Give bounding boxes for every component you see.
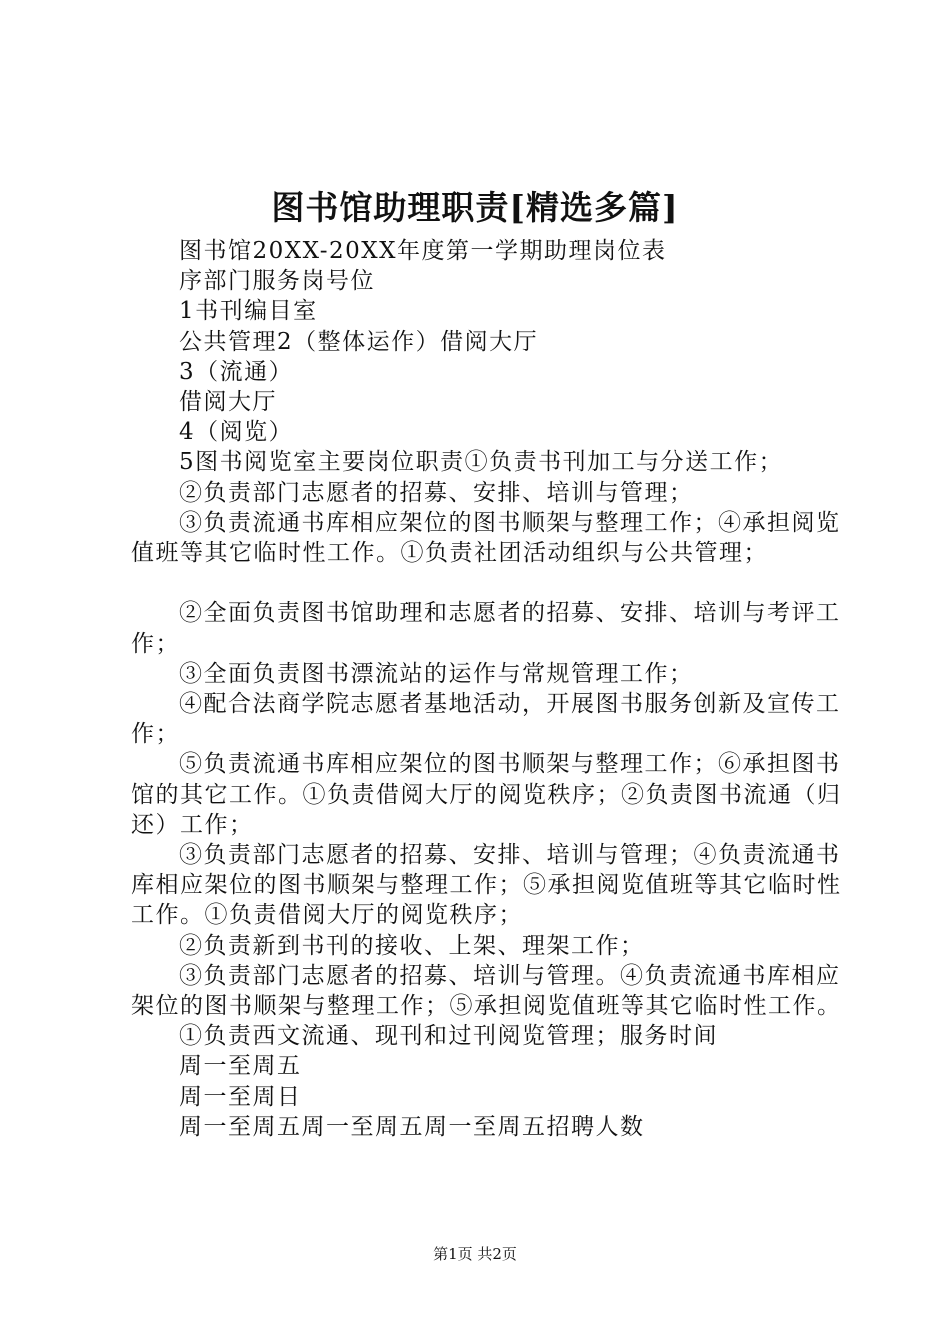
paragraph: ④配合法商学院志愿者基地活动，开展图书服务创新及宣传工作；: [131, 691, 841, 748]
paragraph: ⑤负责流通书库相应架位的图书顺架与整理工作；⑥承担图书馆的其它工作。①负责借阅大厅的阅览秩序；②负责图书流通（归还）工作；: [131, 751, 842, 838]
paragraph: ②负责新到书刊的接收、上架、理架工作；: [179, 932, 645, 959]
paragraph: 周一至周日: [179, 1083, 302, 1110]
paragraph: ③负责部门志愿者的招募、培训与管理。④负责流通书库相应架位的图书顺架与整理工作；⑤承担阅览值班等其它临时性工作。: [131, 962, 842, 1020]
paragraph: 序部门服务岗号位: [179, 268, 375, 295]
paragraph: 3（流通）: [179, 358, 294, 385]
paragraph: 图书馆20XX-20XX年度第一学期助理岗位表: [179, 238, 667, 264]
paragraph: ③全面负责图书漂流站的运作与常规管理工作；: [179, 660, 694, 687]
paragraph: ③负责部门志愿者的招募、安排、培训与管理；④负责流通书库相应架位的图书顺架与整理工作；⑤承担阅览值班等其它临时性工作。①负责借阅大厅的阅览秩序；: [131, 842, 842, 929]
paragraph: ②全面负责图书馆助理和志愿者的招募、安排、培训与考评工作；: [131, 600, 841, 657]
paragraph: 4（阅览）: [179, 419, 294, 446]
paragraph: 周一至周五: [179, 1053, 302, 1080]
document-title: 图书馆助理职责[精选多篇]: [271, 188, 679, 227]
blank-line: [131, 568, 843, 598]
paragraph: ②负责部门志愿者的招募、安排、培训与管理；: [179, 479, 694, 506]
paragraph: 公共管理2（整体运作）借阅大厅: [179, 328, 539, 355]
page-footer: 第1页 共2页: [433, 1245, 517, 1263]
paragraph: ①负责西文流通、现刊和过刊阅览管理；服务时间: [179, 1023, 718, 1050]
paragraph: 借阅大厅: [179, 389, 277, 416]
paragraph: 周一至周五周一至周五周一至周五招聘人数: [179, 1113, 645, 1140]
paragraph: 5图书阅览室主要岗位职责①负责书刊加工与分送工作；: [179, 449, 784, 476]
paragraph: ③负责流通书库相应架位的图书顺架与整理工作；④承担阅览值班等其它临时性工作。①负责社团活动组织与公共管理；: [131, 509, 841, 567]
paragraph: 1书刊编目室: [179, 298, 318, 325]
document-body: [131, 236, 843, 1142]
